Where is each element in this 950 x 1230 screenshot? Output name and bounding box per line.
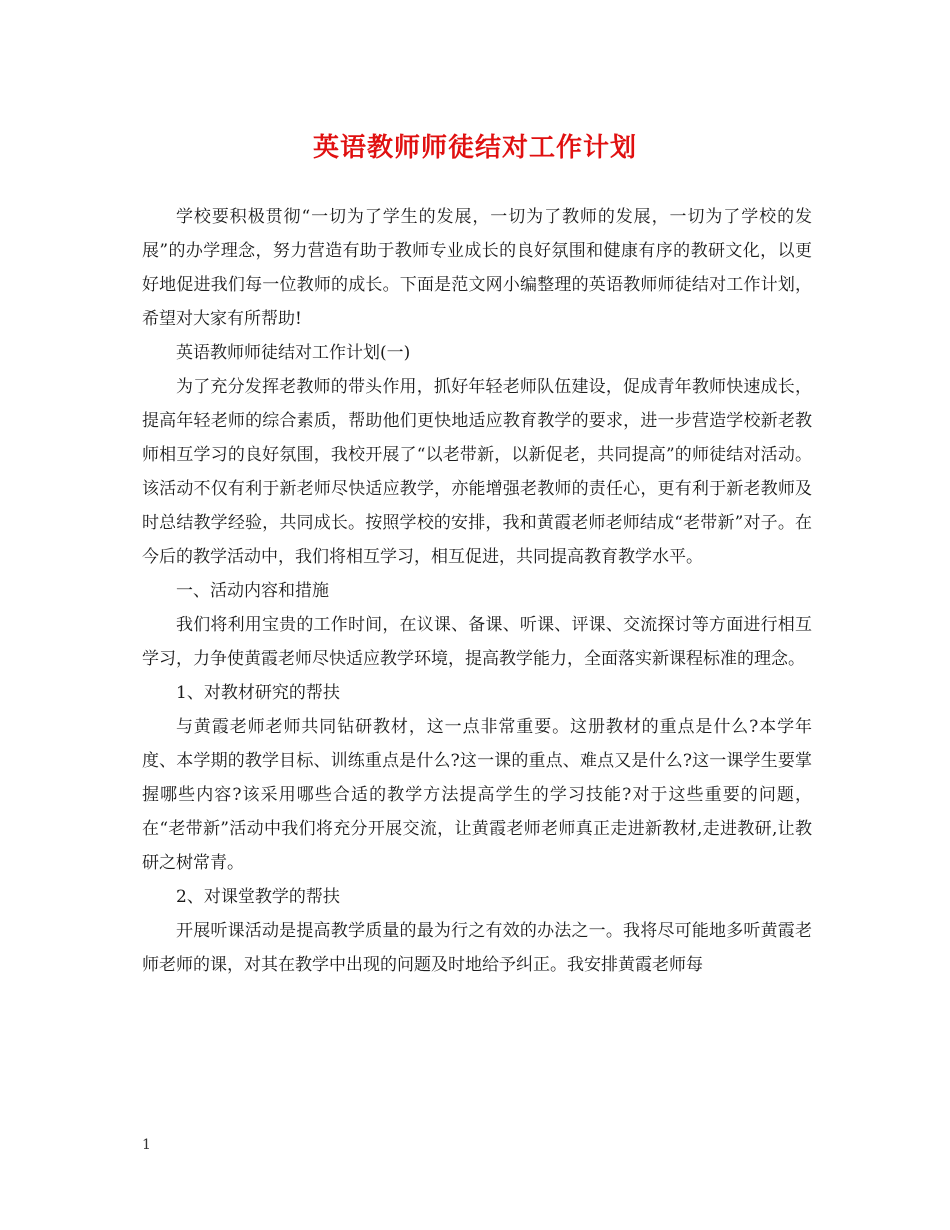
- intro-paragraph: 学校要积极贯彻“一切为了学生的发展，一切为了教师的发展，一切为了学校的发展”的办学理念，努力营造有助于教师专业成长的良好氛围和健康有序的教研文化，以更好地促进我们每一位教师的成长。下面是范文网小编整理的英语教师师徒结对工作计划，希望对大家有所帮助!: [142, 207, 812, 329]
- section-heading-plan-one: 英语教师师徒结对工作计划(一): [176, 343, 411, 363]
- subheading-textbook-support: 1、对教材研究的帮扶: [176, 683, 340, 703]
- activities-paragraph: 我们将利用宝贵的工作时间，在议课、备课、听课、评课、交流探讨等方面进行相互学习，力争使黄霞老师尽快适应教学环境，提高教学能力，全面落实新课程标准的理念。: [142, 615, 812, 669]
- background-paragraph: 为了充分发挥老教师的带头作用，抓好年轻老师队伍建设，促成青年教师快速成长，提高年轻老师的综合素质，帮助他们更快地适应教育教学的要求，进一步营造学校新老教师相互学习的良好氛围，我校开展了“以老带新，以新促老，共同提高”的师徒结对活动。该活动不仅有利于新老师尽快适应教学，亦能增强老教师的责任心，更有利于新老教师及时总结教学经验，共同成长。按照学校的安排，我和黄霞老师老师结成“老带新”对子。在今后的教学活动中，我们将相互学习，相互促进，共同提高教育教学水平。: [142, 377, 812, 567]
- page-number: 1: [142, 1137, 151, 1153]
- subheading-classroom-support: 2、对课堂教学的帮扶: [176, 887, 340, 907]
- textbook-support-paragraph: 与黄霞老师老师共同钻研教材，这一点非常重要。这册教材的重点是什么?本学年度、本学期的教学目标、训练重点是什么?这一课的重点、难点又是什么?这一课学生要掌握哪些内容?该采用哪些合适的教学方法提高学生的学习技能?对于这些重要的问题，在“老带新”活动中我们将充分开展交流，让黄霞老师老师真正走进新教材,走进教研,让教研之树常青。: [142, 717, 812, 873]
- document-title: 英语教师师徒结对工作计划: [312, 133, 637, 163]
- section-heading-activities: 一、活动内容和措施: [176, 581, 329, 601]
- classroom-support-paragraph: 开展听课活动是提高教学质量的最为行之有效的办法之一。我将尽可能地多听黄霞老师老师的课，对其在教学中出现的问题及时地给予纠正。我安排黄霞老师每: [142, 921, 812, 975]
- document-body: [142, 200, 812, 982]
